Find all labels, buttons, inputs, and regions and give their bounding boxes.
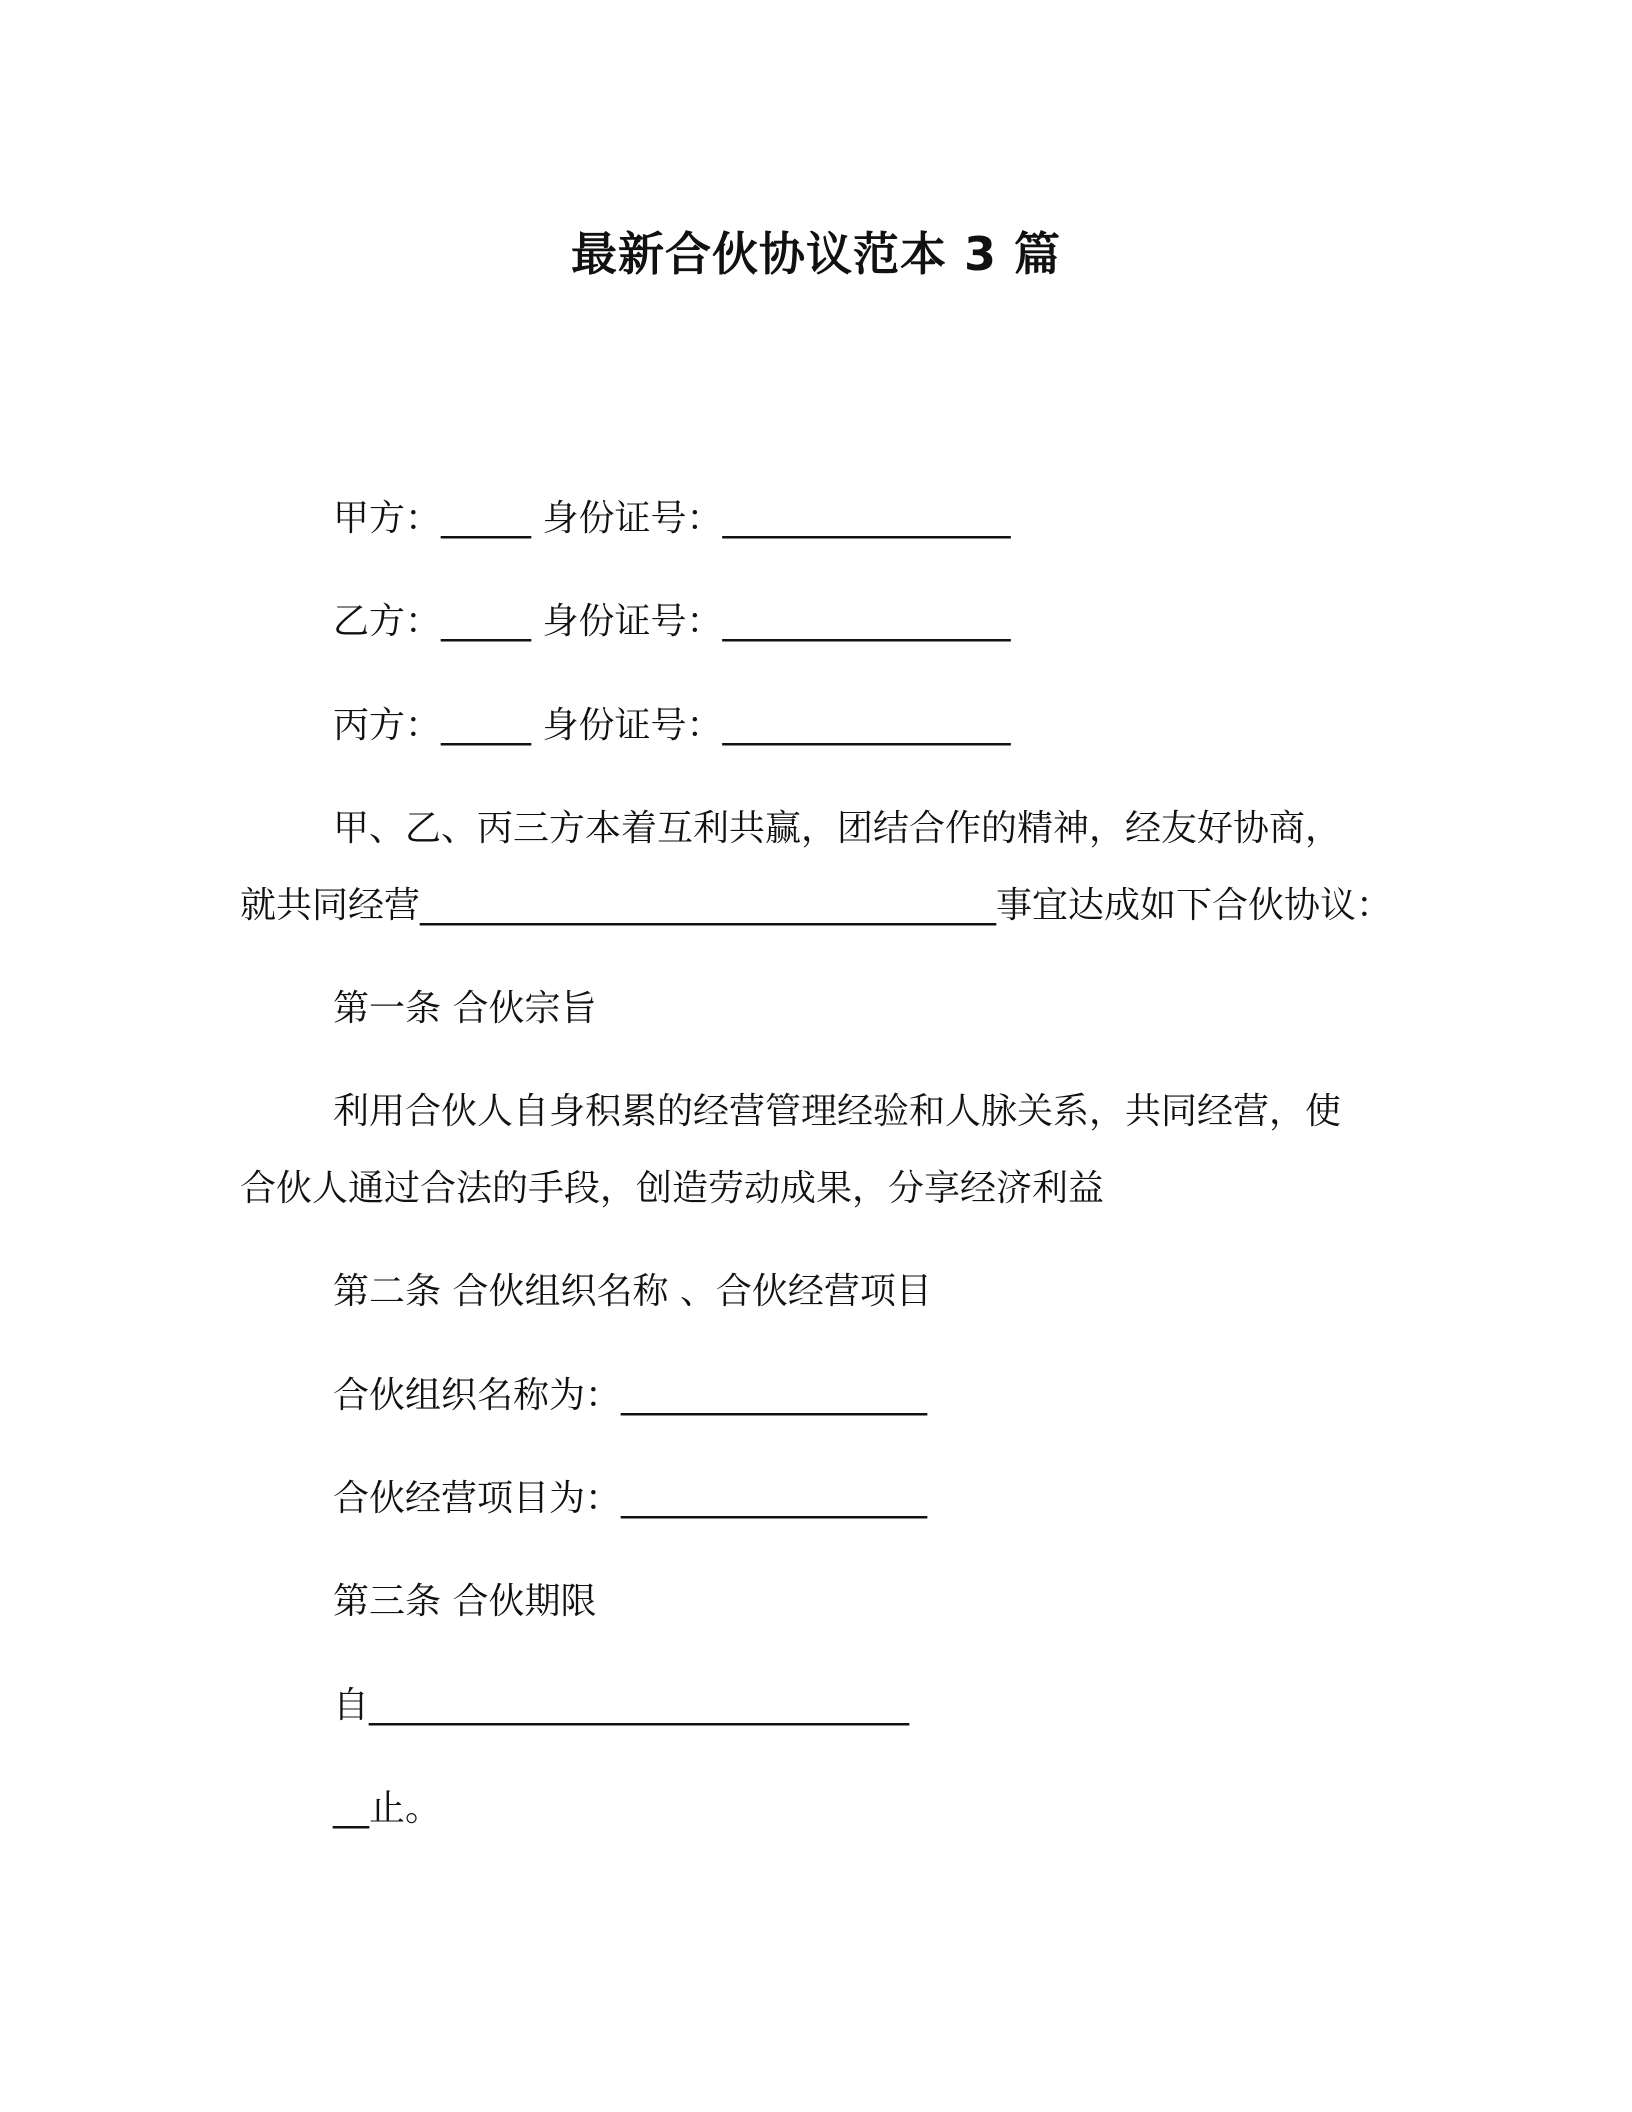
article-2-heading: 第二条 合伙组织名称 、合伙经营项目	[333, 1271, 932, 1312]
article-1-body-line-2: 合伙人通过合法的手段，创造劳动成果，分享经济利益	[240, 1168, 1105, 1209]
party-c-line: 丙方：_____ 身份证号：________________	[333, 705, 1011, 746]
article-1-body-line-1: 利用合伙人自身积累的经营管理经验和人脉关系，共同经营，使	[333, 1091, 1342, 1132]
preamble-line-1: 甲、乙、丙三方本着互利共赢，团结合作的精神，经友好协商，	[333, 808, 1342, 849]
term-end-line: __止。	[333, 1788, 442, 1829]
business-item-line: 合伙经营项目为：_________________	[333, 1478, 928, 1519]
term-from-line: 自______________________________	[333, 1685, 909, 1726]
party-a-line: 甲方：_____ 身份证号：________________	[333, 498, 1011, 539]
organization-name-line: 合伙组织名称为：_________________	[333, 1375, 928, 1416]
party-b-line: 乙方：_____ 身份证号：________________	[333, 601, 1011, 642]
document-title: 最新合伙协议范本 3 篇	[570, 227, 1062, 281]
article-3-heading: 第三条 合伙期限	[333, 1581, 597, 1622]
article-1-heading: 第一条 合伙宗旨	[333, 988, 597, 1029]
preamble-line-2: 就共同经营________________________________事宜达成如下合伙协议：	[240, 885, 1393, 926]
